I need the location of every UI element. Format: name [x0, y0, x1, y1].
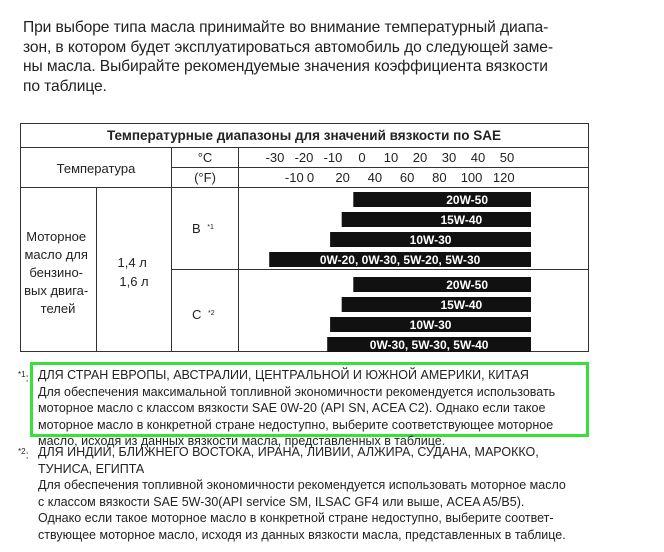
viscosity-table: [20, 123, 590, 353]
viscosity-bar: [342, 297, 531, 312]
fahrenheit-tick: 80: [432, 170, 447, 185]
group-c-mark: *2: [208, 310, 215, 317]
celsius-tick: 20: [412, 150, 428, 165]
fahrenheit-unit: (°F): [194, 170, 216, 185]
fahrenheit-tick: 60: [399, 170, 415, 185]
group-c-label: [192, 307, 215, 322]
footnote-1-mark: $^{*1}$:: [18, 370, 29, 385]
fahrenheit-tick: 40: [367, 170, 383, 185]
viscosity-table-graphic: [20, 123, 590, 353]
viscosity-bar-label: 15W-40: [440, 213, 483, 227]
fahrenheit-tick: 0: [306, 170, 315, 185]
celsius-tick: -10: [323, 150, 343, 165]
fahrenheit-tick: 120: [492, 170, 515, 185]
viscosity-bar-label: 20W-50: [446, 278, 489, 292]
celsius-tick: 0: [358, 150, 366, 165]
celsius-tick: 30: [441, 150, 457, 165]
row-label: [24, 229, 92, 316]
viscosity-bar-label: 10W-30: [409, 318, 452, 332]
viscosity-bar-label: 10W-30: [409, 233, 452, 247]
celsius-tick-labels: [266, 150, 515, 165]
viscosity-bars: [269, 192, 531, 352]
footnote-1: [18, 367, 608, 449]
fahrenheit-tick: 100: [460, 170, 483, 185]
footnote-1-body: Для обеспечения максимальной топливной экономичности рекомендуется использовать моторное масло с классом вязкости SAE 0W-20 (API SN, ACEA C2). Однако если такое моторное масло в конкретной стране недоступно, выберите соответствующее моторное масло, исходя из данных вязкости масла, представленных в таблице.: [38, 384, 556, 449]
viscosity-bar: [353, 277, 531, 292]
row-label-line: бензино-: [29, 265, 84, 280]
footnote-2-body: Для обеспечения топливной экономичности рекомендуется использовать моторное масло с классом вязкости SAE 5W-30(API service SM, ILSAC GF4 или выше, ACEA A5/B5). Однако если такое моторное масло в конкретной стране недоступно, выберите соответ- ствующее моторное масло, исходя из данных вязкости масла, представленных в таблице.: [38, 478, 566, 542]
group-c-letter: С: [192, 307, 202, 322]
volume-line: 1,4 л: [117, 255, 147, 270]
viscosity-bar: [342, 212, 531, 227]
footnote-1-heading: ДЛЯ СТРАН ЕВРОПЫ, АВСТРАЛИИ, ЦЕНТРАЛЬНОЙ И ЮЖНОЙ АМЕРИКИ, КИТАЯ: [38, 368, 529, 382]
celsius-tick: 40: [470, 150, 486, 165]
celsius-tick: 50: [499, 150, 515, 165]
intro-paragraph: При выборе типа масла принимайте во внимание температурный диапа- зон, в котором будет эксплуатироваться автомобиль до следующей заме- ны масла. Выбирайте рекомендуемые значения коэффициента вязкости по таблице.: [23, 19, 553, 95]
volume-label: [118, 255, 151, 289]
row-label-line: Моторное: [26, 229, 87, 244]
viscosity-bar: [353, 192, 531, 207]
footnote-2-mark: $^{*2}$:: [18, 447, 29, 462]
fahrenheit-tick: 20: [335, 170, 350, 185]
viscosity-bar-label: 15W-40: [440, 298, 483, 312]
table-title: Температурные диапазоны для значений вязкости по SAE: [106, 128, 502, 143]
celsius-tick: -30: [265, 150, 285, 165]
celsius-tick: 10: [383, 150, 399, 165]
celsius-unit: °C: [197, 150, 213, 165]
group-b-label: [192, 221, 214, 236]
volume-line: 1,6 л: [119, 274, 149, 289]
group-b-letter: В: [192, 221, 201, 236]
viscosity-bar-label: 0W-20, 0W-30, 5W-20, 5W-30: [319, 253, 481, 267]
footnote-2-heading: ДЛЯ ИНДИИ, БЛИЖНЕГО ВОСТОКА, ИРАНА, ЛИВИИ, АЛЖИРА, СУДАНА, МАРОККО, ТУНИСА, ЕГИПТА: [38, 445, 539, 476]
celsius-tick: -20: [294, 150, 314, 165]
fahrenheit-tick: -10: [284, 170, 304, 185]
row-label-line: масло для: [24, 247, 88, 262]
row-label-line: телей: [40, 301, 76, 316]
viscosity-bar-label: 0W-30, 5W-30, 5W-40: [369, 338, 489, 352]
temperature-label: Температура: [56, 161, 136, 176]
footnote-2: [18, 444, 608, 544]
viscosity-bar-label: 20W-50: [446, 193, 489, 207]
fahrenheit-tick-labels: [285, 170, 515, 185]
row-label-line: вых двига-: [24, 283, 89, 298]
group-b-mark: *1: [207, 224, 214, 231]
